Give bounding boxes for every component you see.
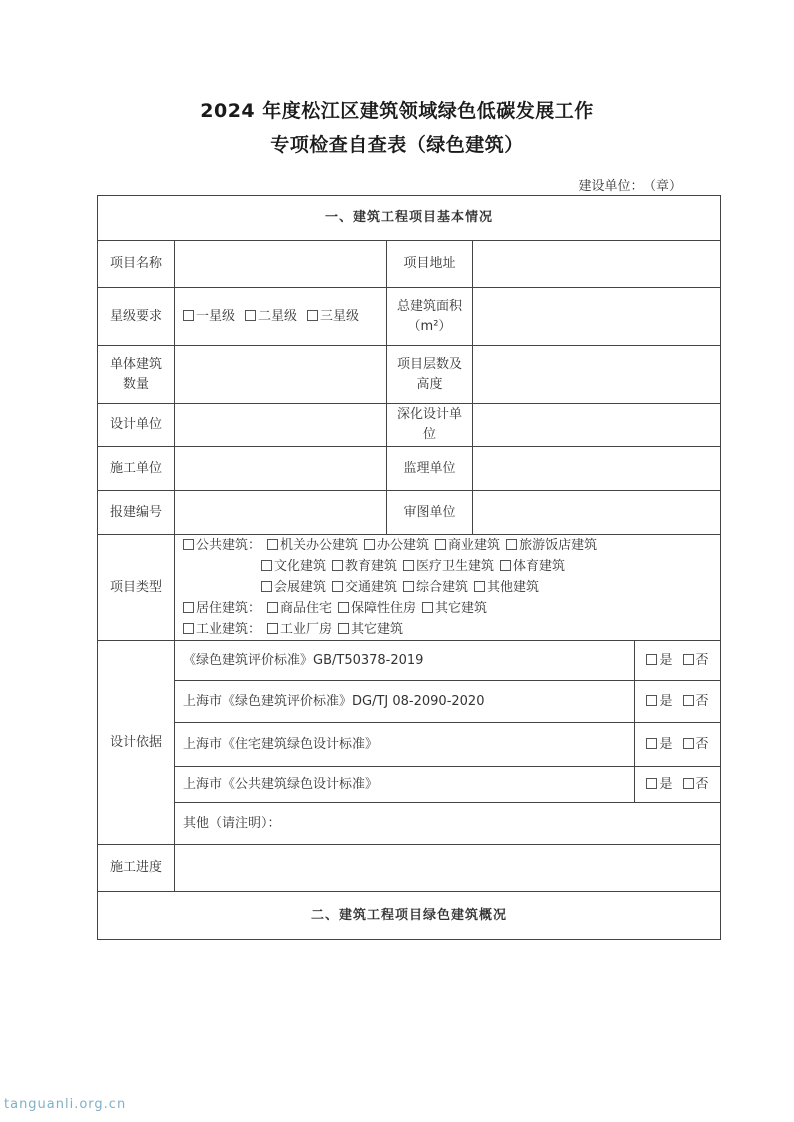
project-address-field[interactable] [473,241,721,288]
residential-type-3[interactable]: 其它建筑 [422,601,487,616]
industrial-type-2[interactable]: 其它建筑 [338,622,403,637]
residential-type-1[interactable]: 商品住宅 [267,601,332,616]
yes-option[interactable]: 是 [646,694,672,709]
checkbox-icon [403,560,414,571]
public-type-3[interactable]: 商业建筑 [435,538,500,553]
unit-stamp: （章） [649,179,682,194]
checkbox-icon [183,539,194,550]
other-basis-field[interactable]: 其他（请注明）： [175,803,721,845]
checkbox-icon [474,581,485,592]
construction-unit-field[interactable] [175,447,387,491]
checkbox-icon [332,560,343,571]
permit-no-field[interactable] [175,491,387,535]
checkbox-icon [183,602,194,613]
public-type-12[interactable]: 其他建筑 [474,580,539,595]
floors-label: 项目层数及高度 [387,346,473,404]
public-building-option[interactable]: 公共建筑： [183,538,261,553]
project-name-label: 项目名称 [98,241,175,288]
design-basis-item: 上海市《绿色建筑评价标准》DG/TJ 08-2090-2020 [175,681,635,723]
checkbox-icon [646,695,657,706]
self-check-form [97,195,721,940]
design-unit-field[interactable] [175,404,387,447]
document-title-line1: 2024 年度松江区建筑领域绿色低碳发展工作 [200,100,594,122]
industrial-building-option[interactable]: 工业建筑： [183,622,261,637]
checkbox-icon [267,539,278,550]
design-basis-item: 上海市《住宅建筑绿色设计标准》 [175,723,635,767]
yes-no-choice [635,723,721,767]
checkbox-icon [245,310,256,321]
public-type-1[interactable]: 机关办公建筑 [267,538,358,553]
review-unit-label: 审图单位 [387,491,473,535]
star-option-3[interactable]: 三星级 [307,309,359,324]
checkbox-icon [646,654,657,665]
construction-progress-field[interactable] [175,845,721,892]
residential-type-2[interactable]: 保障性住房 [338,601,416,616]
checkbox-icon [332,581,343,592]
checkbox-icon [338,623,349,634]
checkbox-icon [500,560,511,571]
no-option[interactable]: 否 [683,737,709,752]
no-option[interactable]: 否 [683,777,709,792]
checkbox-icon [267,602,278,613]
checkbox-icon [683,778,694,789]
checkbox-icon [506,539,517,550]
checkbox-icon [435,539,446,550]
section1-title: 一、建筑工程项目基本情况 [98,196,721,241]
public-type-8[interactable]: 体育建筑 [500,559,565,574]
public-type-9[interactable]: 会展建筑 [261,580,326,595]
checkbox-icon [683,738,694,749]
total-area-field[interactable] [473,288,721,346]
public-type-10[interactable]: 交通建筑 [332,580,397,595]
supervision-label: 监理单位 [387,447,473,491]
industrial-type-1[interactable]: 工业厂房 [267,622,332,637]
project-type-label: 项目类型 [98,535,175,641]
total-area-label: 总建筑面积（m²） [387,288,473,346]
deep-design-field[interactable] [473,404,721,447]
public-type-11[interactable]: 综合建筑 [403,580,468,595]
building-count-label: 单体建筑数量 [98,346,175,404]
deep-design-label: 深化设计单位 [387,404,473,447]
watermark: tanguanli.org.cn [4,1097,127,1112]
permit-no-label: 报建编号 [98,491,175,535]
checkbox-icon [646,738,657,749]
design-unit-label: 设计单位 [98,404,175,447]
yes-option[interactable]: 是 [646,653,672,668]
checkbox-icon [422,602,433,613]
building-count-field[interactable] [175,346,387,404]
checkbox-icon [261,560,272,571]
yes-option[interactable]: 是 [646,777,672,792]
yes-no-choice [635,641,721,681]
checkbox-icon [646,778,657,789]
checkbox-icon [364,539,375,550]
project-address-label: 项目地址 [387,241,473,288]
document-title-line2: 专项检查自查表（绿色建筑） [270,134,524,156]
star-option-2[interactable]: 二星级 [245,309,297,324]
yes-no-choice [635,767,721,803]
checkbox-icon [183,623,194,634]
floors-field[interactable] [473,346,721,404]
design-basis-item: 《绿色建筑评价标准》GB/T50378-2019 [175,641,635,681]
star-options [175,288,387,346]
construction-unit-label: 施工单位 [98,447,175,491]
checkbox-icon [683,654,694,665]
checkbox-icon [683,695,694,706]
residential-building-option[interactable]: 居住建筑： [183,601,261,616]
star-label: 星级要求 [98,288,175,346]
checkbox-icon [261,581,272,592]
supervision-field[interactable] [473,447,721,491]
yes-no-choice [635,681,721,723]
star-option-1[interactable]: 一星级 [183,309,235,324]
design-basis-item: 上海市《公共建筑绿色设计标准》 [175,767,635,803]
public-type-4[interactable]: 旅游饭店建筑 [506,538,597,553]
no-option[interactable]: 否 [683,694,709,709]
checkbox-icon [338,602,349,613]
section2-title: 二、建筑工程项目绿色建筑概况 [98,892,721,940]
no-option[interactable]: 否 [683,653,709,668]
project-type-options [175,535,721,641]
public-type-6[interactable]: 教育建筑 [332,559,397,574]
design-basis-label: 设计依据 [98,641,175,845]
construction-progress-label: 施工进度 [98,845,175,892]
checkbox-icon [403,581,414,592]
unit-label: 建设单位： [578,179,644,194]
review-unit-field[interactable] [473,491,721,535]
public-type-7[interactable]: 医疗卫生建筑 [403,559,494,574]
checkbox-icon [267,623,278,634]
public-type-5[interactable]: 文化建筑 [261,559,326,574]
construction-unit-stamp [578,175,682,194]
public-type-2[interactable]: 办公建筑 [364,538,429,553]
project-name-field[interactable] [175,241,387,288]
yes-option[interactable]: 是 [646,737,672,752]
checkbox-icon [183,310,194,321]
checkbox-icon [307,310,318,321]
